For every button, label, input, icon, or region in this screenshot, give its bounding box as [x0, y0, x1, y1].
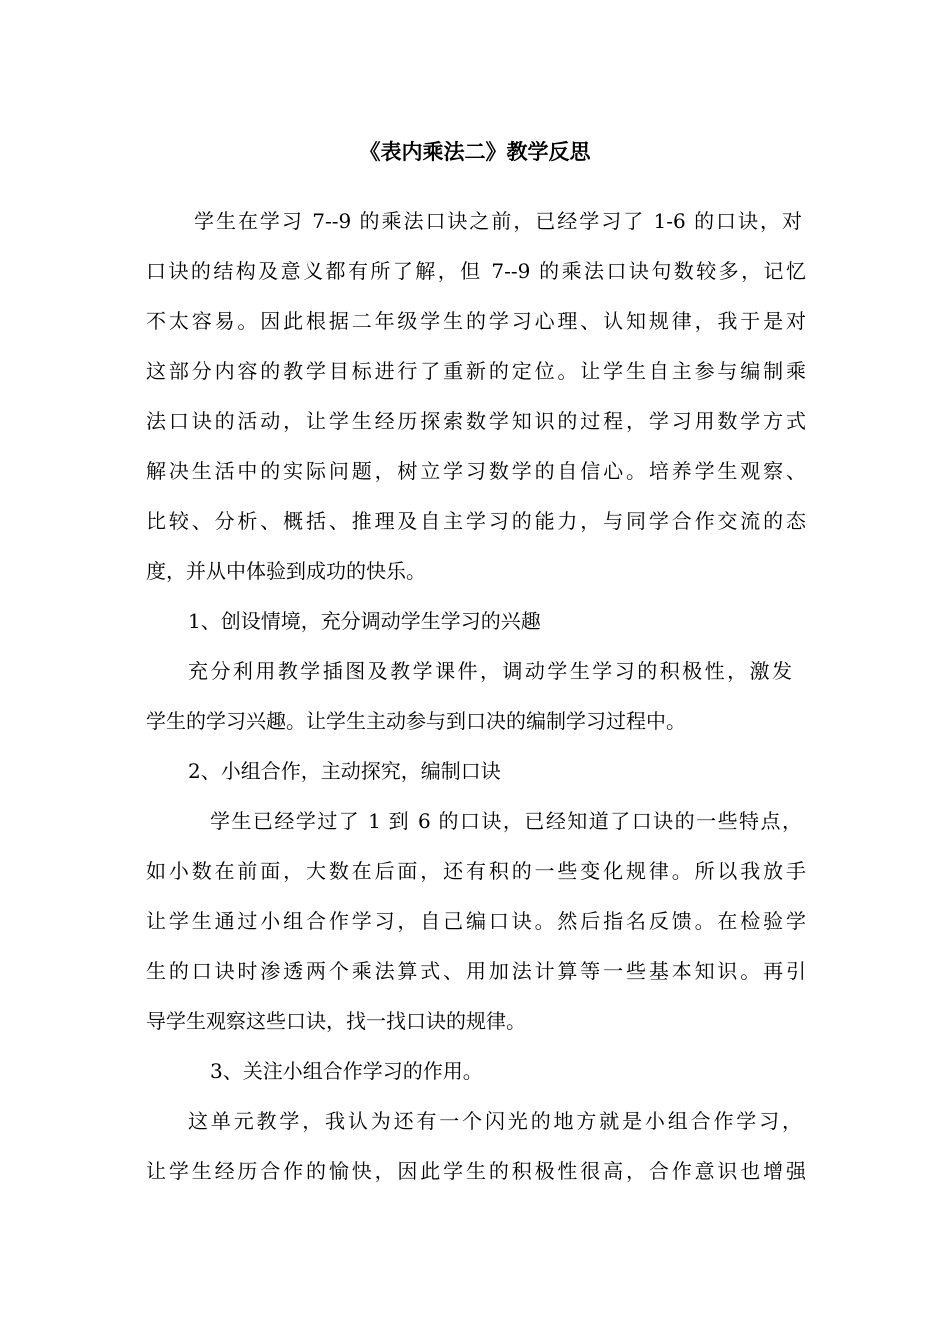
- paragraph-4-line-1: 这单元教学，我认为还有一个闪光的地方就是小组合作学习，: [188, 1109, 802, 1133]
- paragraph-1-line-5: 法口诀的活动，让学生经历探索数学知识的过程，学习用数学方式: [146, 409, 806, 433]
- paragraph-1-line-7: 比较、分析、概括、推理及自主学习的能力，与同学合作交流的态: [146, 509, 806, 533]
- paragraph-1-line-8: 度，并从中体验到成功的快乐。: [146, 559, 426, 583]
- paragraph-3-line-4: 生的口诀时渗透两个乘法算式、用加法计算等一些基本知识。再引: [146, 959, 806, 983]
- paragraph-2-line-1: 充分利用教学插图及教学课件，调动学生学习的积极性，激发: [188, 659, 792, 683]
- paragraph-4-line-2: 让学生经历合作的愉快，因此学生的积极性很高，合作意识也增强: [146, 1159, 806, 1183]
- paragraph-1-line-3: 不太容易。因此根据二年级学生的学习心理、认知规律，我于是对: [146, 309, 806, 333]
- section-heading-2: 2、小组合作，主动探究，编制口诀: [188, 759, 501, 783]
- paragraph-3-line-3: 让学生通过小组合作学习，自己编口诀。然后指名反馈。在检验学: [146, 909, 806, 933]
- paragraph-3-line-5: 导学生观察这些口诀，找一找口诀的规律。: [146, 1009, 526, 1033]
- section-heading-3: 3、关注小组合作学习的作用。: [210, 1059, 483, 1083]
- paragraph-1-line-2: 口诀的结构及意义都有所了解，但 7--9 的乘法口诀句数较多，记忆: [146, 259, 806, 283]
- paragraph-3-line-1: 学生已经学过了 1 到 6 的口诀，已经知道了口诀的一些特点，: [210, 809, 802, 833]
- section-heading-1: 1、创设情境，充分调动学生学习的兴趣: [188, 609, 541, 633]
- paragraph-3-line-2: 如小数在前面，大数在后面，还有积的一些变化规律。所以我放手: [146, 859, 806, 883]
- paragraph-1-line-1: 学生在学习 7--9 的乘法口诀之前，已经学习了 1-6 的口诀，对: [194, 209, 802, 233]
- document-title: 《表内乘法二》教学反思: [359, 139, 591, 164]
- paragraph-1-line-4: 这部分内容的教学目标进行了重新的定位。让学生自主参与编制乘: [146, 359, 806, 383]
- paragraph-2-line-2: 学生的学习兴趣。让学生主动参与到口决的编制学习过程中。: [146, 709, 686, 733]
- paragraph-1-line-6: 解决生活中的实际问题，树立学习数学的自信心。培养学生观察、: [146, 459, 806, 483]
